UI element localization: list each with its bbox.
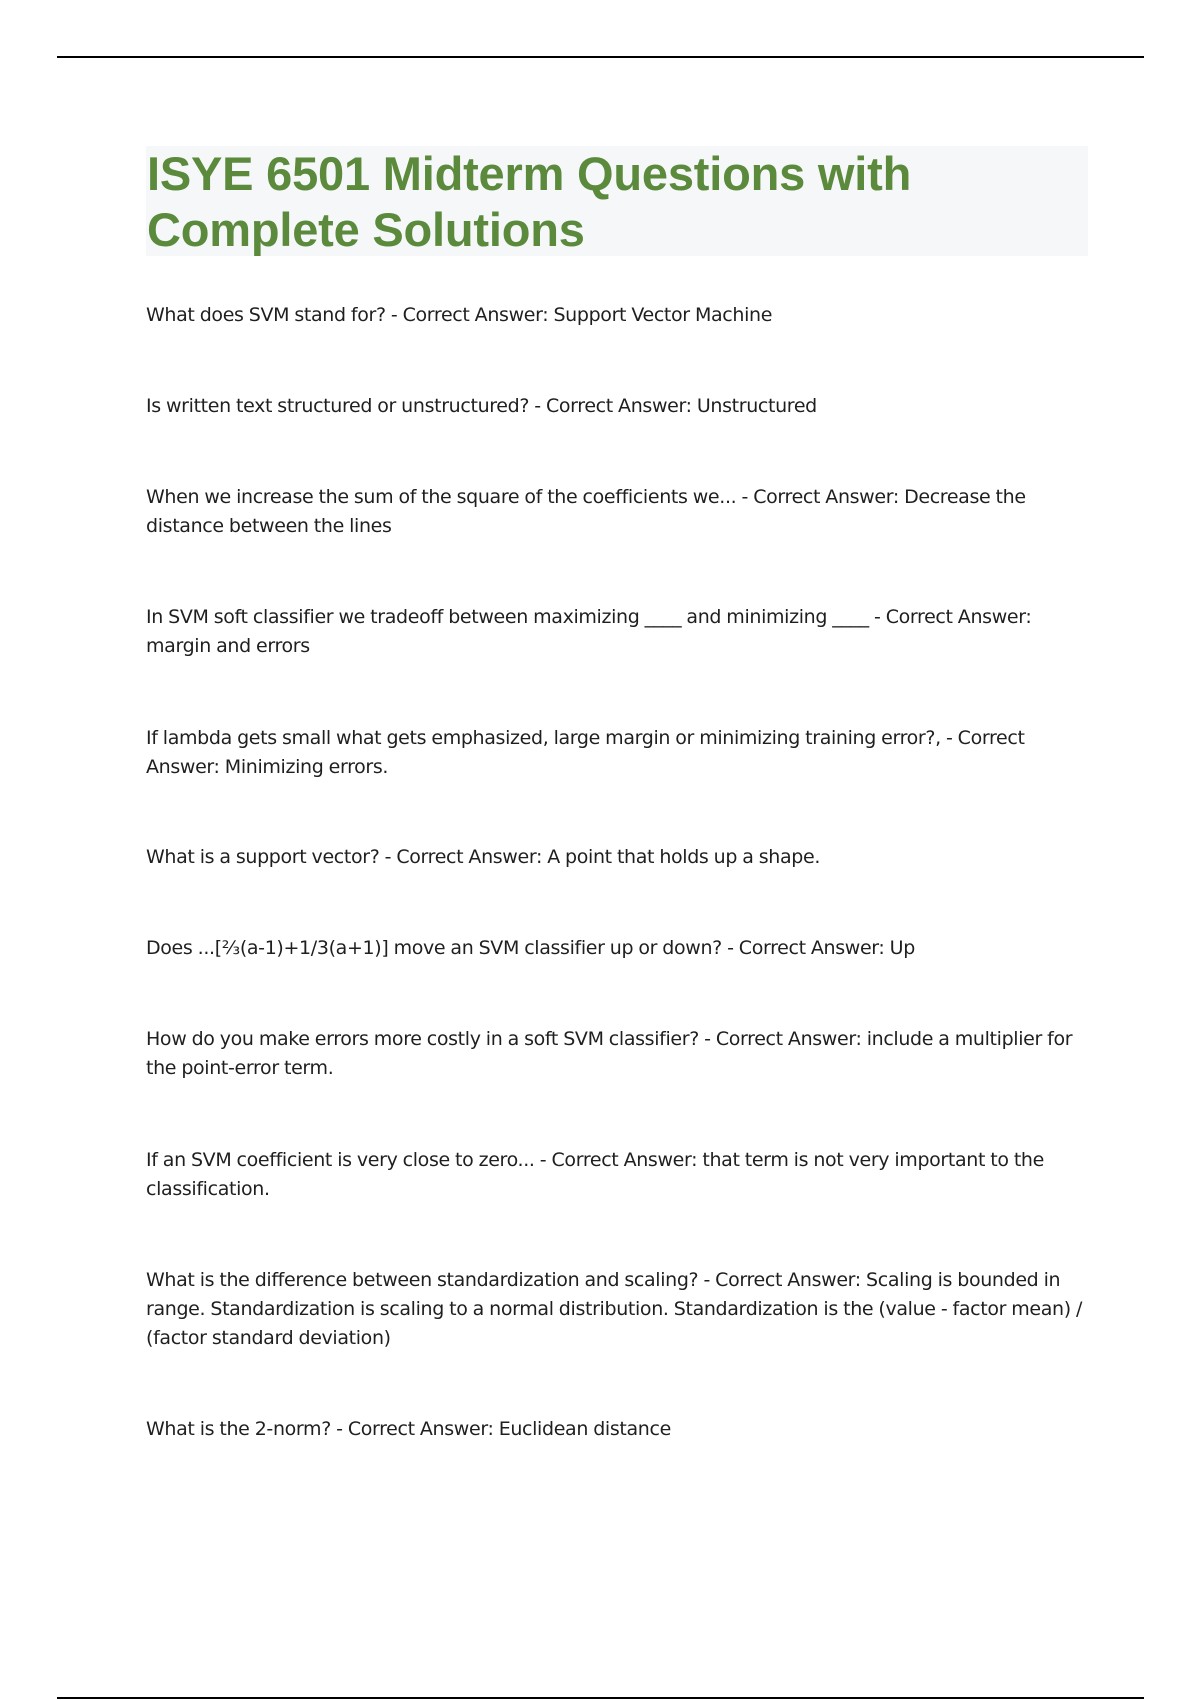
qa-item: Does ...[⅔(a-1)+1/3(a+1)] move an SVM classifier up or down? - Correct Answer: Up bbox=[146, 937, 915, 959]
qa-item: If an SVM coefficient is very close to zero... - Correct Answer: that term is not very important to the classification. bbox=[146, 1149, 1044, 1200]
qa-item: Is written text structured or unstructured? - Correct Answer: Unstructured bbox=[146, 395, 817, 417]
qa-item: What is the difference between standardization and scaling? - Correct Answer: Scaling is bounded in range. Standardization is scaling to a normal distribution. Standardization is the (value - factor mean) / (factor standard deviation) bbox=[146, 1269, 1083, 1349]
qa-item: How do you make errors more costly in a soft SVM classifier? - Correct Answer: include a multiplier for the point-error term. bbox=[146, 1028, 1073, 1079]
qa-item: What does SVM stand for? - Correct Answer: Support Vector Machine bbox=[146, 304, 773, 326]
title-banner bbox=[146, 146, 1088, 256]
qa-item: In SVM soft classifier we tradeoff between maximizing ____ and minimizing ____ - Correct Answer: margin and errors bbox=[146, 606, 1032, 657]
bottom-rule bbox=[57, 1697, 1144, 1699]
qa-item: What is the 2-norm? - Correct Answer: Euclidean distance bbox=[146, 1418, 671, 1440]
qa-item: When we increase the sum of the square of the coefficients we... - Correct Answer: Decrease the distance between the lines bbox=[146, 486, 1026, 537]
top-rule bbox=[57, 56, 1144, 58]
qa-item: If lambda gets small what gets emphasized, large margin or minimizing training error?, - Correct Answer: Minimizing errors. bbox=[146, 727, 1025, 778]
document-title: ISYE 6501 Midterm Questions with Complete Solutions bbox=[147, 147, 912, 256]
qa-item: What is a support vector? - Correct Answer: A point that holds up a shape. bbox=[146, 846, 821, 868]
